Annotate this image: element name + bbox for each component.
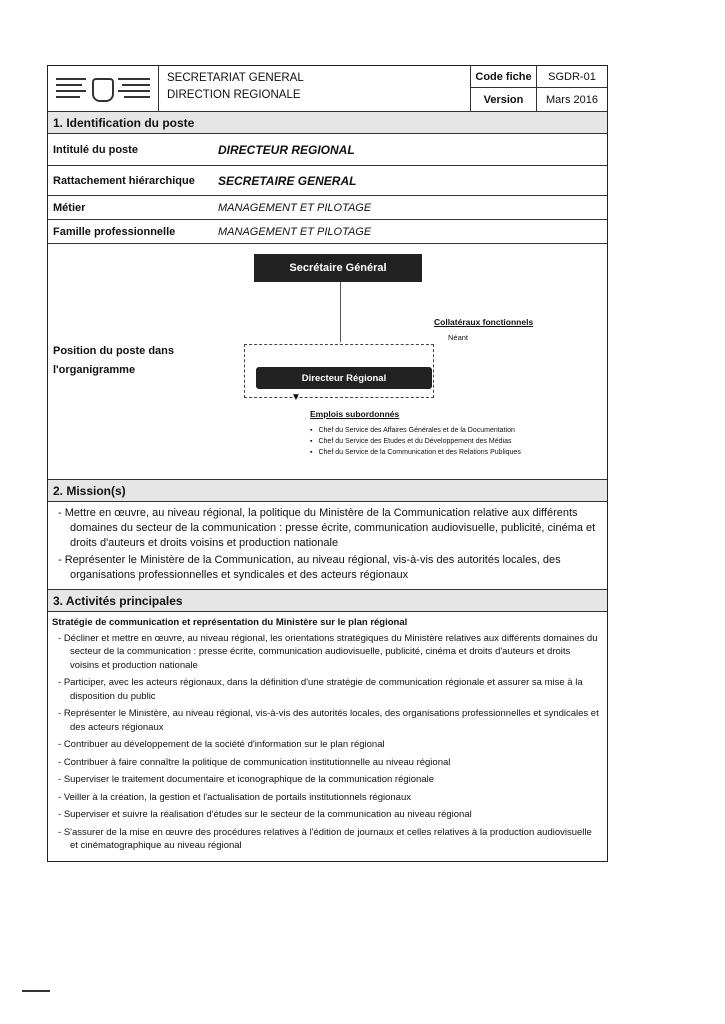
org-label: Position du poste dans l'organigramme	[53, 345, 175, 376]
document-header	[48, 66, 607, 112]
list-item: - Superviser le traitement documentaire et iconographique de la communication régionale	[58, 773, 601, 787]
org-connector	[340, 282, 341, 342]
row-famille	[48, 220, 607, 244]
list-item: - Veiller à la création, la gestion et l'actualisation de portails institutionnels régionaux	[58, 791, 601, 805]
collateraux-value: Néant	[448, 333, 469, 342]
arrow-down-icon: ▼	[291, 392, 301, 403]
header-title-2: DIRECTION REGIONALE	[167, 89, 301, 101]
mission-list	[48, 502, 607, 590]
row-rattachement	[48, 166, 607, 196]
rattachement-label: Rattachement hiérarchique	[53, 174, 195, 187]
org-chart-row	[48, 244, 607, 480]
row-metier	[48, 196, 607, 220]
header-title-1: SECRETARIAT GENERAL	[167, 72, 304, 84]
row-intitule	[48, 134, 607, 166]
list-item: ▪ Chef du Service des Affaires Générales et de la Documentation	[310, 425, 521, 436]
section-1-title: 1. Identification du poste	[48, 112, 607, 134]
list-item: - Décliner et mettre en œuvre, au niveau régional, les orientations stratégiques du Ministère relatives aux différents domaines du secteur de la communication : presse écrite, communication audiovisuelle, publicité, cinéma et droits d'auteurs et droits voisins et production nationale	[58, 632, 601, 673]
margin-mark	[22, 990, 50, 992]
famille-value: MANAGEMENT ET PILOTAGE	[218, 225, 372, 238]
header-titles	[159, 66, 471, 111]
subordonnes-list	[310, 425, 521, 458]
job-sheet	[47, 65, 608, 862]
list-item: - Mettre en œuvre, au niveau régional, la politique du Ministère de la Communication relative aux différents domaines du secteur de la communication : presse écrite, communication audiovisuelle, publicité, cinéma et droits d'auteurs et droits voisins et production nationale	[58, 506, 601, 551]
rattachement-value: SECRETAIRE GENERAL	[218, 173, 357, 188]
ministry-logo	[48, 66, 159, 111]
activities-list	[48, 612, 607, 861]
list-item: ▪ Chef du Service de la Communication et des Relations Publiques	[310, 447, 521, 458]
intitule-value: DIRECTEUR REGIONAL	[218, 142, 355, 157]
intitule-label: Intitulé du poste	[53, 143, 138, 156]
code-label: Code fiche	[471, 66, 537, 88]
metier-value: MANAGEMENT ET PILOTAGE	[218, 201, 372, 214]
list-item: - Participer, avec les acteurs régionaux, dans la définition d'une stratégie de communication régionale et assurer sa mise à la disposition du public	[58, 676, 601, 703]
list-item: - Contribuer au développement de la société d'information sur le plan régional	[58, 738, 601, 752]
emblem-icon	[92, 78, 114, 102]
code-value: SGDR-01	[537, 66, 607, 88]
list-item: - Contribuer à faire connaître la politique de communication institutionnelle au niveau régional	[58, 756, 601, 770]
list-item: ▪ Chef du Service des Etudes et du Développement des Médias	[310, 436, 521, 447]
list-item: - Représenter le Ministère de la Communication, au niveau régional, vis-à-vis des autorités locales, des organisations professionnelles et syndicales et des acteurs régionaux	[58, 553, 601, 583]
activities-heading: Stratégie de communication et représentation du Ministère sur le plan régional	[52, 617, 408, 628]
org-box-secretaire-general: Secrétaire Général	[254, 254, 422, 282]
list-item: - Superviser et suivre la réalisation d'études sur le secteur de la communication au niveau régional	[58, 808, 601, 822]
section-2-title: 2. Mission(s)	[48, 480, 607, 502]
metier-label: Métier	[53, 201, 86, 214]
subordonnes-title: Emplois subordonnés	[310, 409, 400, 419]
header-meta	[471, 66, 607, 111]
collateraux-title: Collatéraux fonctionnels	[434, 317, 534, 327]
list-item: - Représenter le Ministère, au niveau régional, vis-à-vis des autorités locales, des organisations professionnelles et syndicales et des acteurs régionaux	[58, 707, 601, 734]
version-value: Mars 2016	[546, 94, 598, 106]
famille-label: Famille professionnelle	[53, 225, 176, 238]
section-3-title: 3. Activités principales	[48, 590, 607, 612]
org-box-directeur-regional: Directeur Régional	[256, 367, 432, 389]
list-item: - S'assurer de la mise en œuvre des procédures relatives à l'édition de journaux et celles relatives à la production audiovisuelle et cinématographique au niveau régional	[58, 826, 601, 853]
version-label: Version	[471, 88, 537, 112]
